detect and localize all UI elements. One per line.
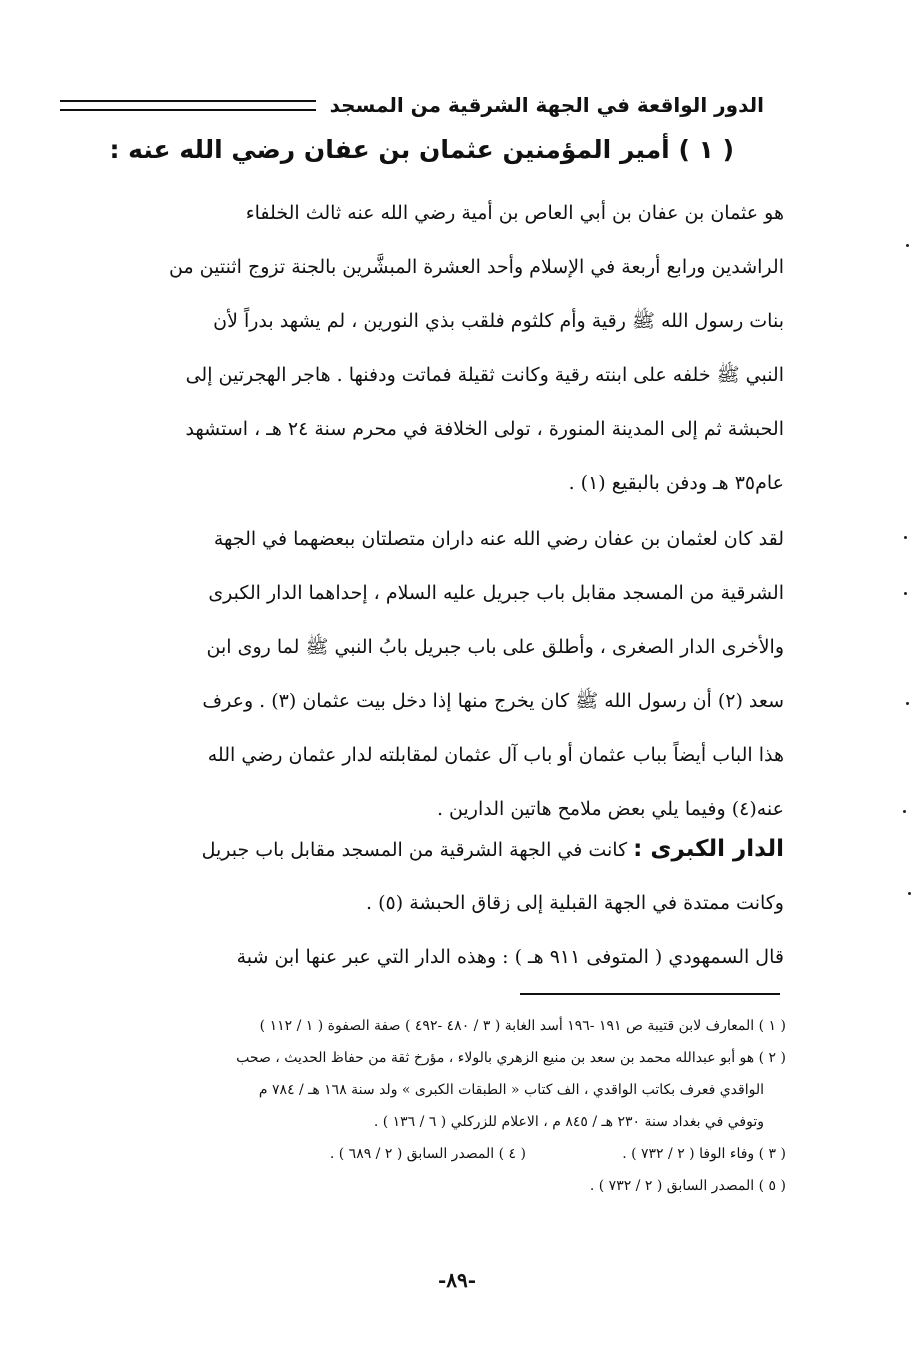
scan-speck <box>908 892 911 895</box>
page-number <box>0 1268 914 1292</box>
footnote-row <box>76 1138 786 1170</box>
text-line: الراشدين ورابع أربعة في الإسلام وأحد العشرة المبشَّرين بالجنة تزوج اثنتين من <box>169 256 784 278</box>
scan-speck <box>906 702 909 705</box>
paragraph-samhudi <box>84 930 784 984</box>
text-line: عنه(٤) وفيما يلي بعض ملامح هاتين الدارين . <box>436 798 784 820</box>
text-line: الحبشة ثم إلى المدينة المنورة ، تولى الخلافة في محرم سنة ٢٤ هـ ، استشهد <box>185 418 784 440</box>
text-line <box>84 822 784 876</box>
text-line: عام٣٥ هـ ودفن بالبقيع (١) . <box>568 472 784 494</box>
footnote-2-cont: وتوفي في بغداد سنة ٢٣٠ هـ / ٨٤٥ م ، الاعلام للزركلي ( ٦ / ١٣٦ ) . <box>373 1114 764 1130</box>
paragraph-uthman-bio <box>84 186 784 510</box>
paragraph-great-house <box>84 822 784 930</box>
scan-speck <box>904 536 907 539</box>
footnote-2: ( ٢ ) هو أبو عبدالله محمد بن سعد بن منيع الزهري بالولاء ، مؤرخ ثقة من حفاظ الحديث ، صحب <box>236 1050 786 1066</box>
great-house-label: الدار الكبرى : <box>633 836 784 862</box>
text-line: النبي ﷺ خلفه على ابنته رقية وكانت ثقيلة فماتت ودفنها . هاجر الهجرتين إلى <box>185 364 784 386</box>
footnotes <box>76 1010 786 1202</box>
text-line: بنات رسول الله ﷺ رقية وأم كلثوم فلقب بذي النورين ، لم يشهد بدراً لأن <box>213 310 784 332</box>
text-line: هذا الباب أيضاً بباب عثمان أو باب آل عثمان لمقابلته لدار عثمان رضي الله <box>207 744 784 766</box>
scan-speck <box>906 244 909 247</box>
footnote-1: ( ١ ) المعارف لابن قتيبة ص ١٩١ -١٩٦ أسد الغابة ( ٣ / ٤٨٠ -٤٩٢ ) صفة الصفوة ( ١ / ١١٢ ) <box>259 1018 786 1034</box>
footnote-5: ( ٥ ) المصدر السابق ( ٢ / ٧٣٢ ) . <box>589 1178 786 1194</box>
text-line: قال السمهودي ( المتوفى ٩١١ هـ ) : وهذه الدار التي عبر عنها ابن شبة <box>236 946 784 968</box>
great-house-text: كانت في الجهة الشرقية من المسجد مقابل باب جبريل <box>201 839 634 861</box>
footnote-separator <box>520 993 780 995</box>
text-line: وكانت ممتدة في الجهة القبلية إلى زقاق الحبشة (٥) . <box>366 892 784 914</box>
footnote-3: ( ٣ ) وفاء الوفا ( ٢ / ٧٣٢ ) . <box>622 1146 786 1162</box>
text-line: سعد (٢) أن رسول الله ﷺ كان يخرج منها إذا دخل بيت عثمان (٣) . وعرف <box>202 690 784 712</box>
text-line: الشرقية من المسجد مقابل باب جبريل عليه السلام ، إحداهما الدار الكبرى <box>208 582 784 604</box>
scan-speck <box>904 592 907 595</box>
running-header <box>60 88 764 122</box>
footnote-4: ( ٤ ) المصدر السابق ( ٢ / ٦٨٩ ) . <box>329 1146 526 1162</box>
scan-speck <box>903 810 906 813</box>
header-double-rule <box>60 100 316 111</box>
running-title: الدور الواقعة في الجهة الشرقية من المسجد <box>329 93 764 117</box>
footnote-2-cont: الواقدي فعرف بكاتب الواقدي ، الف كتاب « الطبقات الكبرى » ولد سنة ١٦٨ هـ / ٧٨٤ م <box>258 1082 764 1098</box>
page-number-text: -٨٩- <box>437 1268 477 1292</box>
text-line: هو عثمان بن عفان بن أبي العاص بن أمية رضي الله عنه ثالث الخلفاء <box>245 202 784 224</box>
text-line: لقد كان لعثمان بن عفان رضي الله عنه داران متصلتان ببعضهما في الجهة <box>213 528 784 550</box>
text-line: والأخرى الدار الصغرى ، وأطلق على باب جبريل بابُ النبي ﷺ لما روى ابن <box>206 636 784 658</box>
section-heading: ( ١ ) أمير المؤمنين عثمان بن عفان رضي الله عنه : <box>109 135 734 164</box>
paragraph-two-houses <box>84 512 784 836</box>
